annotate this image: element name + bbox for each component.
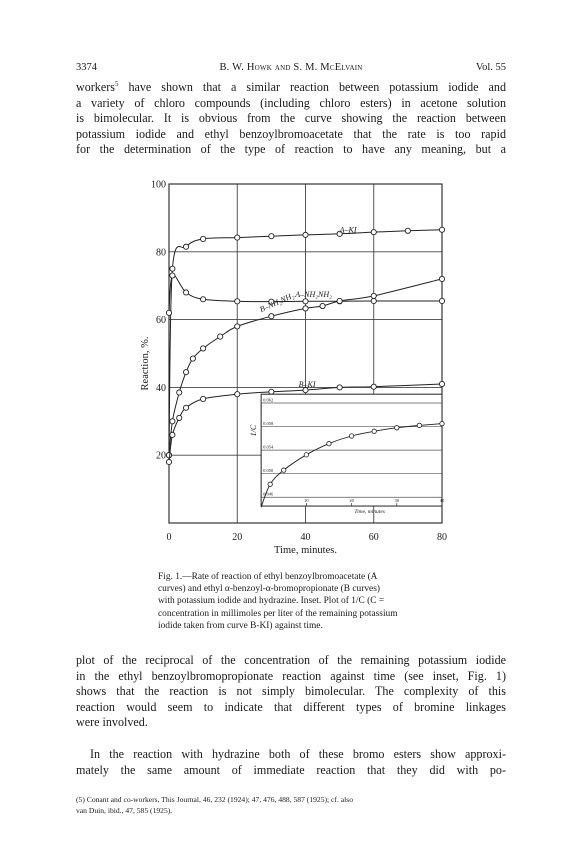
text-line: were involved. xyxy=(76,715,148,730)
series-label: A–KI xyxy=(339,225,357,235)
data-point-b-ki xyxy=(337,385,342,390)
data-point-b-nh2nh2 xyxy=(269,314,274,319)
inset-data-point xyxy=(395,426,399,430)
data-point-b-nh2nh2 xyxy=(183,370,188,375)
footnote-line: (5) Conant and co-workers, This Journal, 46, 232 (1924); 47, 476, 488, 587 (1925); cf. also xyxy=(76,795,353,804)
inset-y-axis-label: 1/C xyxy=(249,424,259,437)
caption-line: curves) and ethyl α-benzoyl-α-bromopropionate (B curves) xyxy=(158,584,380,595)
text-line: a variety of chloro compounds (including chloro esters) in acetone solution xyxy=(76,95,506,110)
data-point-b-ki xyxy=(170,432,175,437)
x-tick-label: 80 xyxy=(437,532,447,543)
inset-data-point xyxy=(268,482,272,486)
data-point-a-ki xyxy=(405,228,410,233)
data-point-a-nh2nh2 xyxy=(439,298,444,303)
caption-line: concentration in millimoles per liter of the remaining potassium xyxy=(158,608,398,619)
y-tick-label: 20 xyxy=(156,450,166,462)
page-number: 3374 xyxy=(76,62,97,73)
inset-data-point xyxy=(417,423,421,427)
volume-number: Vol. 55 xyxy=(475,62,506,73)
caption-line: Fig. 1.—Rate of reaction of ethyl benzoylbromoacetate (A xyxy=(158,572,378,582)
data-point-b-nh2nh2 xyxy=(201,346,206,351)
inset-x-axis-label: Time, minutes xyxy=(354,509,385,516)
y-tick-label: 100 xyxy=(151,179,166,191)
inset-data-point xyxy=(349,434,353,438)
data-point-a-ki xyxy=(201,236,206,241)
data-point-b-nh2nh2 xyxy=(170,419,175,424)
data-point-a-nh2nh2 xyxy=(166,310,171,315)
y-tick-label: 80 xyxy=(156,247,166,259)
data-point-a-nh2nh2 xyxy=(201,297,206,302)
data-point-a-nh2nh2 xyxy=(170,273,175,278)
data-point-b-ki xyxy=(183,405,188,410)
text-line: In the reaction with hydrazine both of these bromo esters show approxi- xyxy=(90,747,506,761)
inset-data-point xyxy=(304,453,308,457)
caption-line: iodide taken from curve B-KI) against time. xyxy=(158,620,323,631)
inset-y-tick-label: 0.062 xyxy=(263,397,274,403)
data-point-b-nh2nh2 xyxy=(166,453,171,458)
x-axis-label: Time, minutes. xyxy=(274,545,337,556)
data-point-b-ki xyxy=(269,389,274,394)
inset-x-tick-label: 20 xyxy=(349,498,354,504)
footnote-line: van Duin, ibid., 47, 585 (1925). xyxy=(76,805,173,815)
data-point-b-nh2nh2 xyxy=(337,298,342,303)
data-point-b-nh2nh2 xyxy=(190,356,195,361)
data-point-b-ki xyxy=(201,396,206,401)
inset-data-point xyxy=(327,441,331,445)
data-point-a-nh2nh2 xyxy=(235,299,240,304)
caption-line: with potassium iodide and hydrazine. Inset. Plot of 1/C (C = xyxy=(158,596,385,607)
text-line: plot of the reciprocal of the concentration of the remaining potassium iodide xyxy=(76,653,506,667)
inset-y-tick-label: 0.054 xyxy=(263,444,274,450)
data-point-b-nh2nh2 xyxy=(235,324,240,329)
paragraph-reciprocal-plot xyxy=(76,653,506,731)
data-point-b-nh2nh2 xyxy=(320,303,325,308)
data-point-b-ki xyxy=(166,459,171,464)
data-point-b-nh2nh2 xyxy=(439,276,444,281)
series-label: B–KI xyxy=(298,380,316,390)
data-point-a-ki xyxy=(371,230,376,235)
data-point-a-ki xyxy=(170,266,175,271)
running-head-authors: B. W. Howk and S. M. McElvain xyxy=(219,62,363,73)
data-point-b-ki xyxy=(235,392,240,397)
series-label: A–NH₂NH₂ xyxy=(295,289,332,299)
text-line: workers$^5$ have shown that a similar reaction between potassium iodide and xyxy=(76,80,506,94)
text-line: for the determination of the type of reaction to have any meaning, but a xyxy=(76,142,506,157)
data-point-b-nh2nh2 xyxy=(303,306,308,311)
inset-y-tick-label: 0.058 xyxy=(263,421,274,427)
data-point-b-nh2nh2 xyxy=(177,390,182,395)
data-point-a-nh2nh2 xyxy=(371,298,376,303)
x-tick-label: 60 xyxy=(368,532,379,543)
data-point-b-nh2nh2 xyxy=(218,334,223,339)
data-point-a-ki xyxy=(303,232,308,237)
data-point-b-ki xyxy=(177,415,182,420)
data-point-b-nh2nh2 xyxy=(371,293,376,298)
inset-y-tick-label: 0.046 xyxy=(263,491,274,497)
figure-caption xyxy=(158,571,440,632)
text-line: in the ethyl benzoylbromopropionate reaction against time (see inset, Fig. 1) xyxy=(76,668,506,683)
text-line: potassium iodide and ethyl benzoylbromoacetate that the rate is too rapid xyxy=(76,126,506,141)
y-tick-label: 40 xyxy=(156,382,166,394)
inset-data-point xyxy=(282,468,286,472)
data-point-a-ki xyxy=(183,244,188,249)
x-tick-label: 40 xyxy=(300,532,311,543)
data-point-a-ki xyxy=(235,235,240,240)
figure-reaction-rate-chart xyxy=(120,177,460,562)
data-point-b-ki xyxy=(371,384,376,389)
y-axis-label: Reaction, %. xyxy=(140,336,151,391)
data-point-a-nh2nh2 xyxy=(303,299,308,304)
inset-y-tick-label: 0.050 xyxy=(263,468,274,474)
inset-data-point xyxy=(372,429,376,433)
paragraph-intro xyxy=(76,80,506,158)
inset-data-point xyxy=(440,421,444,425)
x-tick-label: 20 xyxy=(232,532,243,543)
footnote xyxy=(76,795,506,816)
x-tick-label: 0 xyxy=(166,532,172,543)
text-line: shows that the reaction is not simply bimolecular. The complexity of this xyxy=(76,684,506,699)
series-label: B–NH₂NH₂ xyxy=(258,290,296,315)
inset-x-tick-label: 10 xyxy=(304,498,309,504)
data-point-b-ki xyxy=(439,381,444,386)
text-line: is bimolecular. It is obvious from the curve showing the reaction between xyxy=(76,111,506,126)
page-header xyxy=(76,62,506,76)
data-point-a-ki xyxy=(439,227,444,232)
inset-x-tick-label: 30 xyxy=(394,498,400,504)
inset-x-tick-label: 40 xyxy=(439,498,445,504)
paragraph-hydrazine xyxy=(76,747,506,778)
y-tick-label: 60 xyxy=(156,315,166,327)
data-point-a-ki xyxy=(269,234,274,239)
text-line: reaction would seem to indicate that different types of bromine linkages xyxy=(76,699,506,714)
data-point-a-nh2nh2 xyxy=(183,290,188,295)
text-line: mately the same amount of immediate reaction that they did with po- xyxy=(76,762,506,777)
